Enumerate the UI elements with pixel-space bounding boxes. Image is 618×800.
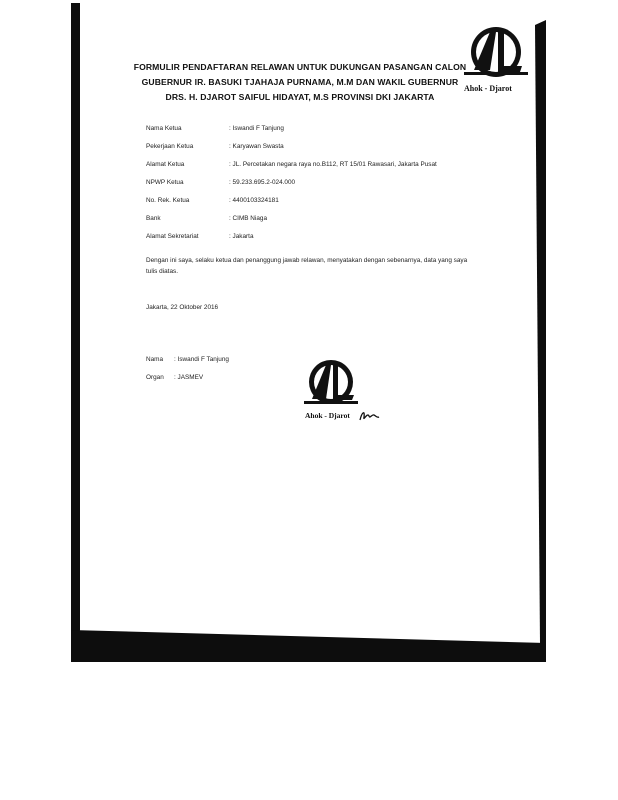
logo-caption: Ahok - Djarot	[464, 84, 512, 93]
handwritten-signature	[358, 408, 380, 424]
place-date: Jakarta, 22 Oktober 2016	[146, 304, 219, 311]
field-label: Alamat Ketua	[146, 161, 185, 168]
signature-org-value: : JASMEV	[174, 374, 204, 381]
field-value: : Iswandi F Tanjung	[229, 125, 284, 132]
field-label: Nama Ketua	[146, 125, 182, 132]
declaration-statement: Dengan ini saya, selaku ketua dan penanggung jawab relawan, menyatakan dengan sebenarnya, data yang saya tulis diatas.	[146, 257, 468, 275]
field-value: : JL. Percetakan negara raya no.B112, RT 15/01 Rawasari, Jakarta Pusat	[229, 161, 437, 168]
signature-org-label: Organ	[146, 374, 164, 381]
title-line-1: FORMULIR PENDAFTARAN RELAWAN UNTUK DUKUNGAN PASANGAN CALON	[133, 62, 467, 72]
field-value: : CIMB Niaga	[229, 215, 268, 222]
field-label: Pekerjaan Ketua	[146, 143, 194, 150]
field-value: : Jakarta	[229, 233, 254, 240]
stamp-caption: Ahok - Djarot	[305, 411, 350, 420]
field-label: Bank	[146, 215, 161, 222]
field-label: NPWP Ketua	[146, 179, 184, 186]
title-line-3: DRS. H. DJAROT SAIFUL HIDAYAT, M.S PROVINSI DKI JAKARTA	[165, 92, 435, 102]
ahok-djarot-logo	[460, 22, 530, 82]
field-value: : 59.233.695.2-024.000	[229, 179, 296, 186]
field-value: : Karyawan Swasta	[229, 143, 284, 150]
title-line-2: GUBERNUR IR. BASUKI TJAHAJA PURNAMA, M.M DAN WAKIL GUBERNUR	[141, 77, 459, 87]
signature-name-value: : Iswandi F Tanjung	[174, 356, 229, 363]
field-value: : 4400103324181	[229, 197, 279, 204]
field-label: No. Rek. Ketua	[146, 197, 190, 204]
field-label: Alamat Sekretariat	[146, 233, 199, 240]
form-title	[130, 60, 470, 105]
signature-name-label: Nama	[146, 356, 164, 363]
ahok-djarot-stamp	[300, 357, 360, 409]
